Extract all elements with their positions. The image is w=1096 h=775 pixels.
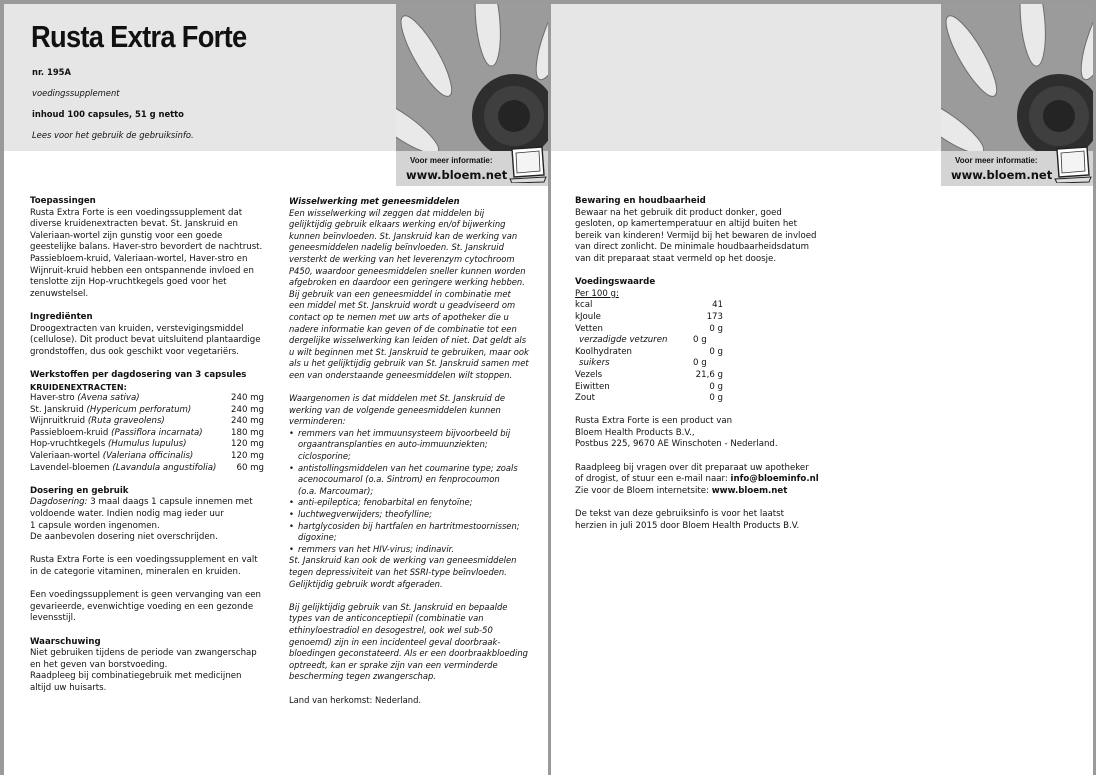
text-line: in de categorie vitaminen, mineralen en kruiden. <box>30 567 241 577</box>
text-line: Gelijktijdig gebruik wordt afgeraden. <box>289 578 443 589</box>
nutrition-row: Zout 0 g <box>575 393 723 404</box>
nutrition-row: Eiwitten 0 g <box>575 381 723 392</box>
text-line: dergelijke wisselwerking kan leiden of niet. Dat geldt als <box>289 335 527 346</box>
text-line: van dit preparaat staat vermeld op het doosje. <box>575 253 777 264</box>
heading-waarschuwing: Waarschuwing <box>30 636 101 647</box>
product-type: voedingssupplement <box>32 88 120 98</box>
monitor-icon <box>508 145 548 183</box>
text-line: St. Janskruid kan ook de werking van geneesmiddelen <box>289 555 517 566</box>
heading-dosering: Dosering en gebruik <box>30 485 129 496</box>
text-line: types van de anticonceptiepil (combinatie van <box>289 613 484 624</box>
text-line: werking van de volgende geneesmiddelen kunnen <box>289 404 501 415</box>
heading-werkstoffen: Werkstoffen per dagdosering van 3 capsules <box>30 369 247 380</box>
text-line: contact op te nemen met uw arts of apotheker die u <box>289 311 509 322</box>
header-band <box>551 4 941 151</box>
ingredient-row: St. Janskruid (Hypericum perforatum) 240 mg <box>30 404 264 415</box>
text-line: De aanbevolen dosering niet overschrijden. <box>30 532 218 543</box>
flower-image <box>941 4 1093 151</box>
text-line: Niet gebruiken tijdens de periode van zwangerschap <box>30 648 257 659</box>
text-line: P450, waardoor geneesmiddelen sneller kunnen worden <box>289 265 526 276</box>
text-line: bescherming tegen zwangerschap. <box>289 671 436 682</box>
nutrition-row: kcal 41 <box>575 300 723 311</box>
heading-voedingswaarde: Voedingswaarde <box>575 277 656 288</box>
nutrition-row: suikers 0 g <box>579 358 707 369</box>
nutrition-row: Vezels 21,6 g <box>575 369 723 380</box>
text-line: Een wisselwerking wil zeggen dat middelen bij <box>289 207 485 218</box>
text-line: levensstijl. <box>30 613 76 624</box>
ingredient-row: Hop-vruchtkegels (Humulus lupulus) 120 mg <box>30 439 264 450</box>
list-item: • hartglycosiden bij hartfalen en hartritmestoornissen; digoxine; <box>289 520 520 543</box>
header-band <box>4 4 396 151</box>
werkstoffen-sub: KRUIDENEXTRACTEN: <box>30 382 127 392</box>
text-line: als u het gelijktijdig gebruik van St. Janskruid samen met <box>289 358 529 369</box>
text-line: tegen depressiviteit van het SSRI-type beïnvloeden. <box>289 567 507 577</box>
text-line: diverse kruidenextracten bevat. St. Janskruid en <box>30 219 238 230</box>
herkomst: Land van herkomst: Nederland. <box>289 694 422 705</box>
text-line: Raadpleeg bij combinatiegebruik met medicijnen <box>30 671 242 682</box>
text-line: Bloem Health Products B.V., <box>575 427 695 438</box>
text-line: geestelijke balans. Haver-stro bevordert de nachtrust. <box>30 242 263 253</box>
product-content: inhoud 100 capsules, 51 g netto <box>32 109 184 119</box>
text-line: nadere informatie kan geven of de combinatie tot een <box>289 323 517 334</box>
text-line: grondstoffen, dus ook geschikt voor vegetariërs. <box>30 346 239 357</box>
info-label: Voor meer informatie: <box>410 156 493 165</box>
text-line: Waargenomen is dat middelen met St. Janskruid de <box>289 393 506 404</box>
text-line: De tekst van deze gebruiksinfo is voor het laatst <box>575 509 784 520</box>
product-title: Rusta Extra Forte <box>31 19 247 54</box>
text-line: Wijnruit-kruid hebben een ontspannende invloed en <box>30 265 254 276</box>
text-line: voldoende water. Indien nodig mag ieder uur <box>30 509 224 520</box>
text-line: ethinyloestradiol en desogestrel, ook wel sub-50 <box>289 624 493 635</box>
text-line: Postbus 225, 9670 AE Winschoten - Nederland. <box>575 439 778 450</box>
text-line: bereik van kinderen! Vermijd bij het bewaren de invloed <box>575 230 817 241</box>
heading-toepassingen: Toepassingen <box>30 196 96 206</box>
ingredient-row: Wijnruitkruid (Ruta graveolens) 240 mg <box>30 416 264 427</box>
nutrition-row: Vetten 0 g <box>575 323 723 334</box>
text-line: Bij gebruik van een geneesmiddel in combinatie met <box>289 288 511 299</box>
text-line: Valeriaan-wortel zijn gunstig voor een goede <box>30 230 223 241</box>
text-line: Een voedingssupplement is geen vervanging van een <box>30 590 261 601</box>
text-line: Zie voor de Bloem internetsite: www.bloem.net <box>575 485 788 496</box>
text-line: gesloten, op kamertemperatuur en altijd buiten het <box>575 219 797 230</box>
info-url[interactable]: www.bloem.net <box>951 168 1053 182</box>
info-url[interactable]: www.bloem.net <box>406 168 508 182</box>
list-item: • antistollingsmiddelen van het coumarine type; zoals acenocoumarol (o.a. Sintrom) en fenprocoumon (o.a. Marcoumar); <box>289 462 518 496</box>
text-line: Rusta Extra Forte is een product van <box>575 416 733 427</box>
nutrition-row: Koolhydraten 0 g <box>575 346 723 357</box>
text-line: Rusta Extra Forte is een voedingssupplement en valt <box>30 555 258 566</box>
text-line: 1 capsule worden ingenomen. <box>30 520 160 531</box>
text-line: gevarieerde, evenwichtige voeding en een gezonde <box>30 601 254 612</box>
heading-ingredienten: Ingrediënten <box>30 311 93 322</box>
nutrition-row: kJoule 173 <box>575 311 723 322</box>
text-line: herzien in juli 2015 door Bloem Health Products B.V. <box>575 520 800 531</box>
ingredient-row: Passiebloem-kruid (Passiflora incarnata) 180 mg <box>30 427 264 438</box>
text-line: u wilt beginnen met St. Janskruid te gebruiken, maar ook <box>289 346 529 357</box>
ingredient-row: Lavendel-bloemen (Lavandula angustifolia) 60 mg <box>30 462 264 473</box>
heading-bewaring: Bewaring en houdbaarheid <box>575 196 706 206</box>
text-line: Bij gelijktijdig gebruik van St. Janskruid en bepaalde <box>289 601 508 612</box>
text-line: geneesmiddelen nadelig beïnvloeden. St. Janskruid <box>289 242 504 253</box>
list-item: • anti-epileptica; fenobarbital en fenytoïne; <box>289 497 473 508</box>
monitor-icon <box>1053 145 1093 183</box>
text-line: een van onderstaande geneesmiddelen wilt stoppen. <box>289 369 513 380</box>
text-line: Dagdosering: 3 maal daags 1 capsule innemen met <box>30 497 253 508</box>
nutrition-row: verzadigde vetzuren 0 g <box>579 335 707 346</box>
text-line: Bewaar na het gebruik dit product donker, goed <box>575 207 782 218</box>
heading-wisselwerking: Wisselwerking met geneesmiddelen <box>289 196 460 206</box>
email-link[interactable]: info@bloeminfo.nl <box>730 474 819 485</box>
text-line: kunnen beïnvloeden. St. Janskruid kan de werking van <box>289 230 518 241</box>
info-tab <box>396 151 548 186</box>
text-line: een middel met St. Janskruid wordt u geadviseerd om <box>289 300 516 311</box>
text-line: gelijktijdig gebruik elkaars werking en/of bijwerking <box>289 219 506 230</box>
info-tab <box>941 151 1093 186</box>
list-item: • remmers van het HIV-virus; indinavir. <box>289 543 455 554</box>
text-line: genoemd) zijn in een incidenteel geval doorbraak- <box>289 636 501 647</box>
text-line: van direct zonlicht. De minimale houdbaarheidsdatum <box>575 242 810 253</box>
text-line: (cellulose). Dit product bevat uitsluitend plantaardige <box>30 335 261 346</box>
text-line: Passiebloem-kruid, Valeriaan-wortel, Haver-stro en <box>30 253 248 264</box>
text-line: en het geven van borstvoeding. <box>30 659 168 670</box>
left-column <box>30 196 264 695</box>
text-line: Droogextracten van kruiden, verstevigingsmiddel <box>30 323 244 334</box>
text-line: Rusta Extra Forte is een voedingssupplement dat <box>30 207 243 218</box>
text-line: afgebroken en daardoor een geringere werking hebben. <box>289 277 525 288</box>
per100-label: Per 100 g: <box>575 288 619 299</box>
text-line: versterkt de werking van het leverenzym cytochroom <box>289 253 515 264</box>
text-line: verminderen: <box>289 416 346 427</box>
list-item: • luchtwegverwijders; theofylline; <box>289 509 432 520</box>
product-number: nr. 195A <box>32 67 71 77</box>
info-label: Voor meer informatie: <box>955 156 1038 165</box>
page-right <box>551 4 1093 775</box>
ingredient-row: Haver-stro (Avena sativa) 240 mg <box>30 393 264 404</box>
page-left <box>4 4 548 775</box>
right-column <box>575 196 835 532</box>
text-line: bloedingen geconstateerd. Als er een doorbraakbloeding <box>289 648 528 659</box>
middle-column <box>289 196 539 706</box>
text-line: Raadpleeg bij vragen over dit preparaat uw apotheker <box>575 462 809 473</box>
list-item: • remmers van het immuunsysteem bijvoorbeeld bij orgaantransplanties en auto-immuunziekten; ciclosporine; <box>289 427 511 462</box>
text-line: optreedt, kan er sprake zijn van een verminderde <box>289 659 498 670</box>
website-link[interactable]: www.bloem.net <box>711 485 788 496</box>
text-line: zenuwstelsel. <box>30 288 89 299</box>
ingredient-row: Valeriaan-wortel (Valeriana officinalis) 120 mg <box>30 451 264 462</box>
text-line: altijd uw huisarts. <box>30 682 107 693</box>
flower-image <box>396 4 548 151</box>
text-line: tenslotte zijn Hop-vruchtkegels goed voor het <box>30 277 227 288</box>
text-line: of drogist, of stuur een e-mail naar: info@bloeminfo.nl <box>575 474 819 485</box>
read-note: Lees voor het gebruik de gebruiksinfo. <box>32 130 194 140</box>
